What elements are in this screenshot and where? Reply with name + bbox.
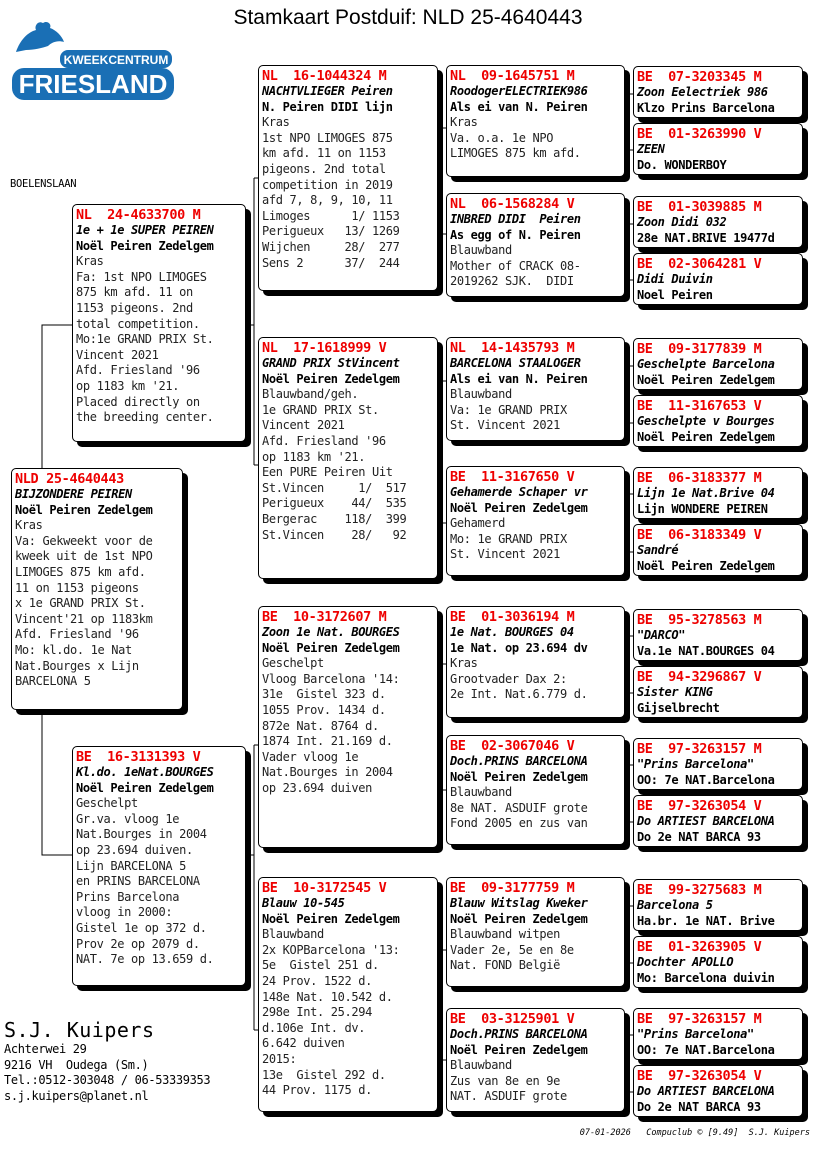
breeder: Noël Peiren Zedelgem	[262, 640, 400, 655]
ring-number: BE 01-3263905 V	[637, 939, 762, 955]
info-line: Kras	[450, 656, 478, 671]
ff-father-card	[446, 65, 625, 177]
info-line: Kras	[450, 115, 478, 130]
pigeon-name: Doch.PRINS BARCELONA	[450, 1027, 588, 1041]
ring-number: BE 06-3183349 V	[637, 527, 762, 543]
info-line: 148e Nat. 10.542 d.	[262, 989, 393, 1004]
info-line: Afd. Friesland '96	[15, 627, 139, 642]
ring-number: BE 01-3036194 M	[450, 609, 575, 625]
breeder: Do. WONDERBOY	[637, 157, 727, 172]
breeder: Va.1e NAT.BOURGES 04	[637, 643, 775, 658]
info-line: afd 7, 8, 9, 10, 11	[262, 193, 393, 208]
ancestor-card-10	[633, 666, 803, 718]
owner-info	[4, 1018, 210, 1104]
ancestor-card-6	[633, 395, 803, 447]
info-line: Lijn BARCELONA 5	[76, 858, 186, 873]
mother-card	[72, 746, 246, 986]
info-line: 1st NPO LIMOGES 875	[262, 130, 393, 145]
breeder: OO: 7e NAT.Barcelona	[637, 772, 775, 787]
info-line: LIMOGES 875 km afd.	[450, 146, 581, 161]
breeder: Do 2e NAT BARCA 93	[637, 829, 761, 844]
logo-bottom-text: FRIESLAND	[18, 69, 168, 99]
info-line: 872e Nat. 8764 d.	[262, 718, 379, 733]
info-line: 6.642 duiven	[262, 1036, 345, 1051]
breeder: Als ei van N. Peiren	[450, 99, 588, 114]
owner-name: S.J. Kuipers	[4, 1018, 155, 1042]
breeder: Noel Peiren	[637, 287, 713, 302]
ancestor-card-15	[633, 1008, 803, 1060]
ancestor-card-9	[633, 609, 803, 661]
breeder: Noël Peiren Zedelgem	[637, 558, 775, 573]
info-line: 24 Prov. 1522 d.	[262, 973, 372, 988]
owner-city: 9216 VH Oudega (Sm.)	[4, 1057, 149, 1072]
info-line: Afd. Friesland '96	[76, 363, 200, 378]
ring-number: NL 16-1044324 M	[262, 68, 387, 84]
pigeon-name: "Prins Barcelona"	[637, 757, 754, 771]
breeder: Noël Peiren Zedelgem	[76, 780, 214, 795]
pigeon-name: GRAND PRIX StVincent	[262, 356, 400, 370]
info-line: competition in 2019	[262, 177, 393, 192]
pigeon-name: Zoon Eelectriek 986	[637, 85, 768, 99]
info-line: Gr.va. vloog 1e	[76, 811, 180, 826]
ancestor-card-8	[633, 524, 803, 576]
breeder: OO: 7e NAT.Barcelona	[637, 1042, 775, 1057]
info-line: 31e Gistel 323 d.	[262, 687, 386, 702]
info-line: Vader vloog 1e	[262, 749, 359, 764]
mother-mother-card	[258, 877, 438, 1112]
pigeon-name: Zoon Didi 032	[637, 215, 727, 229]
pigeon-name: Zoon 1e Nat. BOURGES	[262, 625, 400, 639]
breeder: As egg of N. Peiren	[450, 227, 581, 242]
ancestor-card-12	[633, 795, 803, 847]
info-line: NAT. ASDUIF grote	[450, 1089, 567, 1104]
info-line: Gistel 1e op 372 d.	[76, 920, 207, 935]
ring-number: BE 97-3263054 V	[637, 1068, 762, 1084]
info-line: Kras	[76, 254, 104, 269]
info-line: Prins Barcelona	[76, 889, 180, 904]
info-line: total competition.	[76, 316, 200, 331]
info-line: 875 km afd. 11 on	[76, 285, 193, 300]
info-line: Blauwband	[450, 243, 512, 258]
ring-number: BE 16-3131393 V	[76, 749, 201, 765]
info-line: op 1183 km '21.	[76, 378, 180, 393]
breeder: 1e Nat. op 23.694 dv	[450, 640, 588, 655]
ancestor-card-11	[633, 738, 803, 790]
info-line: Zus van 8e en 9e	[450, 1073, 560, 1088]
info-line: Blauwband	[450, 387, 512, 402]
pigeon-name: Dochter APOLLO	[637, 955, 734, 969]
ancestor-card-2	[633, 123, 803, 175]
pigeon-name: Gehamerde Schaper vr	[450, 485, 588, 499]
father-father-card	[258, 65, 438, 291]
info-line: Blauwband	[450, 1058, 512, 1073]
info-line: op 1183 km '21.	[262, 449, 366, 464]
info-line: Nat.Bourges in 2004	[262, 765, 393, 780]
father-card	[72, 204, 246, 442]
breeder: Noël Peiren Zedelgem	[76, 238, 214, 253]
info-line: 1055 Prov. 1434 d.	[262, 702, 386, 717]
breeder: N. Peiren DIDI lijn	[262, 99, 393, 114]
pigeon-name: Kl.do. 1eNat.BOURGES	[76, 765, 214, 779]
info-line: St.Vincen 1/ 517	[262, 480, 407, 495]
ancestor-card-5	[633, 338, 803, 390]
info-line: Grootvader Dax 2:	[450, 671, 567, 686]
info-line: Kras	[262, 115, 290, 130]
breeder: Noël Peiren Zedelgem	[262, 911, 400, 926]
info-line: 11 on 1153 pigeons	[15, 580, 139, 595]
ancestor-card-13	[633, 879, 803, 931]
logo-top-text: KWEEKCENTRUM	[63, 53, 169, 67]
ring-number: BE 09-3177839 M	[637, 341, 762, 357]
pigeon-name: Didi Duivin	[637, 272, 713, 286]
pigeon-name: Do ARTIEST BARCELONA	[637, 1084, 775, 1098]
ring-number: BE 10-3172607 M	[262, 609, 387, 625]
ring-number: BE 10-3172545 V	[262, 880, 387, 896]
ring-number: BE 95-3278563 M	[637, 612, 762, 628]
info-line: Va: Gekweekt voor de	[15, 533, 153, 548]
breeder: Noël Peiren Zedelgem	[450, 500, 588, 515]
info-line: Blauwband	[450, 785, 512, 800]
pigeon-name: RoodogerELECTRIEK986	[450, 84, 588, 98]
info-line: Nat.Bourges x Lijn	[15, 658, 139, 673]
ring-number: NL 14-1435793 M	[450, 340, 575, 356]
info-line: NAT. 7e op 13.659 d.	[76, 952, 214, 967]
info-line: en PRINS BARCELONA	[76, 874, 200, 889]
ff-mother-card	[446, 193, 625, 297]
info-line: Limoges 1/ 1153	[262, 208, 400, 223]
subject-card	[11, 468, 183, 710]
ring-number: BE 06-3183377 M	[637, 470, 762, 486]
breeder: Noël Peiren Zedelgem	[450, 911, 588, 926]
ring-number: BE 11-3167653 V	[637, 398, 762, 414]
pigeon-name: Lijn 1e Nat.Brive 04	[637, 486, 775, 500]
page-title: Stamkaart Postduif: NLD 25-4640443	[233, 6, 583, 29]
breeder: Ha.br. 1e NAT. Brive	[637, 913, 775, 928]
breeder: Noël Peiren Zedelgem	[450, 769, 588, 784]
info-line: Fa: 1st NPO LIMOGES	[76, 269, 207, 284]
info-line: Sens 2 37/ 244	[262, 255, 400, 270]
info-line: St.Vincen 28/ 92	[262, 527, 407, 542]
breeder: Noël Peiren Zedelgem	[450, 1042, 588, 1057]
ring-number: BE 99-3275683 M	[637, 882, 762, 898]
info-line: Gehamerd	[450, 516, 505, 531]
ancestor-card-14	[633, 936, 803, 988]
info-line: Nat. FOND België	[450, 958, 560, 973]
info-line: kweek uit de 1st NPO	[15, 549, 153, 564]
owner-email: s.j.kuipers@planet.nl	[4, 1088, 149, 1103]
info-line: pigeons. 2nd total	[262, 161, 386, 176]
pigeon-name: Blauw Witslag Kweker	[450, 896, 588, 910]
kweekcentrum-friesland-logo	[12, 18, 176, 102]
info-line: 2x KOPBarcelona '13:	[262, 942, 400, 957]
owner-address: Achterwei 29	[4, 1042, 87, 1056]
ring-number: BE 97-3263054 V	[637, 798, 762, 814]
pigeon-name: Do ARTIEST BARCELONA	[637, 814, 775, 828]
info-line: 44 Prov. 1175 d.	[262, 1083, 372, 1098]
breeder: Als ei van N. Peiren	[450, 371, 588, 386]
info-line: Mo: kl.do. 1e Nat	[15, 642, 132, 657]
info-line: Prov 2e op 2079 d.	[76, 936, 200, 951]
info-line: LIMOGES 875 km afd.	[15, 564, 146, 579]
fm-mother-card	[446, 466, 625, 576]
ring-number: BE 02-3067046 V	[450, 738, 575, 754]
info-line: Wijchen 28/ 277	[262, 239, 400, 254]
pigeon-name: BIJZONDERE PEIREN	[15, 487, 132, 501]
info-line: 1e GRAND PRIX St.	[262, 402, 379, 417]
ancestor-card-7	[633, 467, 803, 519]
info-line: d.106e Int. dv.	[262, 1020, 366, 1035]
info-line: Vader 2e, 5e en 8e	[450, 942, 574, 957]
breeder: Noël Peiren Zedelgem	[637, 372, 775, 387]
breeder: Noël Peiren Zedelgem	[637, 429, 775, 444]
info-line: Vincent 2021	[262, 418, 345, 433]
info-line: Perigueux 44/ 535	[262, 496, 407, 511]
info-line: op 23.694 duiven	[262, 780, 372, 795]
ancestor-card-16	[633, 1065, 803, 1117]
pigeon-name: "DARCO"	[637, 628, 686, 642]
ring-number: BE 03-3125901 V	[450, 1011, 575, 1027]
mf-mother-card	[446, 735, 625, 845]
footer-credit: 07-01-2026 Compuclub © [9.49] S.J. Kuipers	[579, 1128, 810, 1138]
pigeon-name: INBRED DIDI Peiren	[450, 212, 581, 226]
ancestor-card-3	[633, 196, 803, 248]
info-line: 8e NAT. ASDUIF grote	[450, 800, 588, 815]
info-line: x 1e GRAND PRIX St.	[15, 596, 146, 611]
pigeon-name: BARCELONA STAALOGER	[450, 356, 581, 370]
info-line: Placed directly on	[76, 394, 200, 409]
breeder: Do 2e NAT BARCA 93	[637, 1099, 761, 1114]
pigeon-name: 1e + 1e SUPER PEIREN	[76, 223, 214, 237]
pigeon-name: Sister KING	[637, 685, 713, 699]
info-line: Fond 2005 en zus van	[450, 816, 588, 831]
owner-phone: Tel.:0512-303048 / 06-53339353	[4, 1073, 211, 1087]
pigeon-name: Blauw 10-545	[262, 896, 345, 910]
info-line: 1153 pigeons. 2nd	[76, 300, 193, 315]
pigeon-name: Barcelona 5	[637, 898, 713, 912]
ring-number: BE 07-3203345 M	[637, 69, 762, 85]
info-line: 1874 Int. 21.169 d.	[262, 734, 393, 749]
info-line: 2e Int. Nat.6.779 d.	[450, 687, 588, 702]
info-line: 2019262 SJK. DIDI	[450, 274, 574, 289]
mother-father-card	[258, 606, 438, 848]
mm-mother-card	[446, 1008, 625, 1112]
ring-number: NL 24-4633700 M	[76, 207, 201, 223]
ring-number: BE 02-3064281 V	[637, 256, 762, 272]
breeder: Mo: Barcelona duivin	[637, 970, 775, 985]
info-line: Vincent 2021	[76, 347, 159, 362]
ring-number: BE 11-3167650 V	[450, 469, 575, 485]
info-line: Bergerac 118/ 399	[262, 511, 407, 526]
ring-number: BE 97-3263157 M	[637, 741, 762, 757]
ring-number: BE 97-3263157 M	[637, 1011, 762, 1027]
ring-number: NL 17-1618999 V	[262, 340, 387, 356]
info-line: Va: 1e GRAND PRIX	[450, 402, 567, 417]
dove-icon	[16, 22, 64, 52]
info-line: op 23.694 duiven.	[76, 842, 193, 857]
breeder: Klzo Prins Barcelona	[637, 100, 775, 115]
pigeon-name: Sandré	[637, 543, 679, 557]
location-label: BOELENSLAAN	[10, 178, 77, 190]
info-line: St. Vincent 2021	[450, 418, 560, 433]
fm-father-card	[446, 337, 625, 441]
pigeon-name: 1e Nat. BOURGES 04	[450, 625, 574, 639]
info-line: 13e Gistel 292 d.	[262, 1067, 386, 1082]
breeder: Noël Peiren Zedelgem	[15, 502, 153, 517]
ancestor-card-4	[633, 253, 803, 305]
ring-number: NL 06-1568284 V	[450, 196, 575, 212]
info-line: 298e Int. 25.294	[262, 1005, 372, 1020]
info-line: Vincent'21 op 1183km	[15, 611, 153, 626]
info-line: Nat.Bourges in 2004	[76, 827, 207, 842]
breeder: Lijn WONDERE PEIREN	[637, 501, 768, 516]
ring-number: BE 94-3296867 V	[637, 669, 762, 685]
info-line: Afd. Friesland '96	[262, 433, 386, 448]
pigeon-name: Doch.PRINS BARCELONA	[450, 754, 588, 768]
info-line: Vloog Barcelona '14:	[262, 671, 400, 686]
ring-number: BE 09-3177759 M	[450, 880, 575, 896]
info-line: Perigueux 13/ 1269	[262, 224, 400, 239]
ring-number: NLD 25-4640443	[15, 471, 124, 487]
info-line: Geschelpt	[262, 656, 324, 671]
breeder: 28e NAT.BRIVE 19477d	[637, 230, 775, 245]
ring-number: NL 09-1645751 M	[450, 68, 575, 84]
ring-number: BE 01-3263990 V	[637, 126, 762, 142]
info-line: vloog in 2000:	[76, 905, 173, 920]
info-line: Blauwband/geh.	[262, 387, 359, 402]
info-line: Blauwband witpen	[450, 927, 560, 942]
info-line: Va. o.a. 1e NPO	[450, 130, 554, 145]
info-line: 5e Gistel 251 d.	[262, 958, 379, 973]
info-line: Mo:1e GRAND PRIX St.	[76, 332, 214, 347]
info-line: BARCELONA 5	[15, 674, 91, 689]
pigeon-name: NACHTVLIEGER Peiren	[262, 84, 393, 98]
pigeon-name: ZEEN	[637, 142, 665, 156]
father-mother-card	[258, 337, 438, 579]
info-line: km afd. 11 on 1153	[262, 146, 386, 161]
info-line: Blauwband	[262, 927, 324, 942]
pigeon-name: Geschelpte v Bourges	[637, 414, 775, 428]
breeder: Noël Peiren Zedelgem	[262, 371, 400, 386]
breeder: Gijselbrecht	[637, 700, 720, 715]
info-line: Geschelpt	[76, 796, 138, 811]
info-line: 2015:	[262, 1051, 297, 1066]
mm-father-card	[446, 877, 625, 987]
info-line: Mother of CRACK 08-	[450, 258, 581, 273]
info-line: St. Vincent 2021	[450, 547, 560, 562]
info-line: Een PURE Peiren Uit	[262, 465, 393, 480]
info-line: the breeding center.	[76, 410, 214, 425]
info-line: Mo: 1e GRAND PRIX	[450, 531, 567, 546]
ring-number: BE 01-3039885 M	[637, 199, 762, 215]
pigeon-name: Geschelpte Barcelona	[637, 357, 775, 371]
ancestor-card-1	[633, 66, 803, 118]
mf-father-card	[446, 606, 625, 718]
info-line: Kras	[15, 518, 43, 533]
pigeon-name: "Prins Barcelona"	[637, 1027, 754, 1041]
